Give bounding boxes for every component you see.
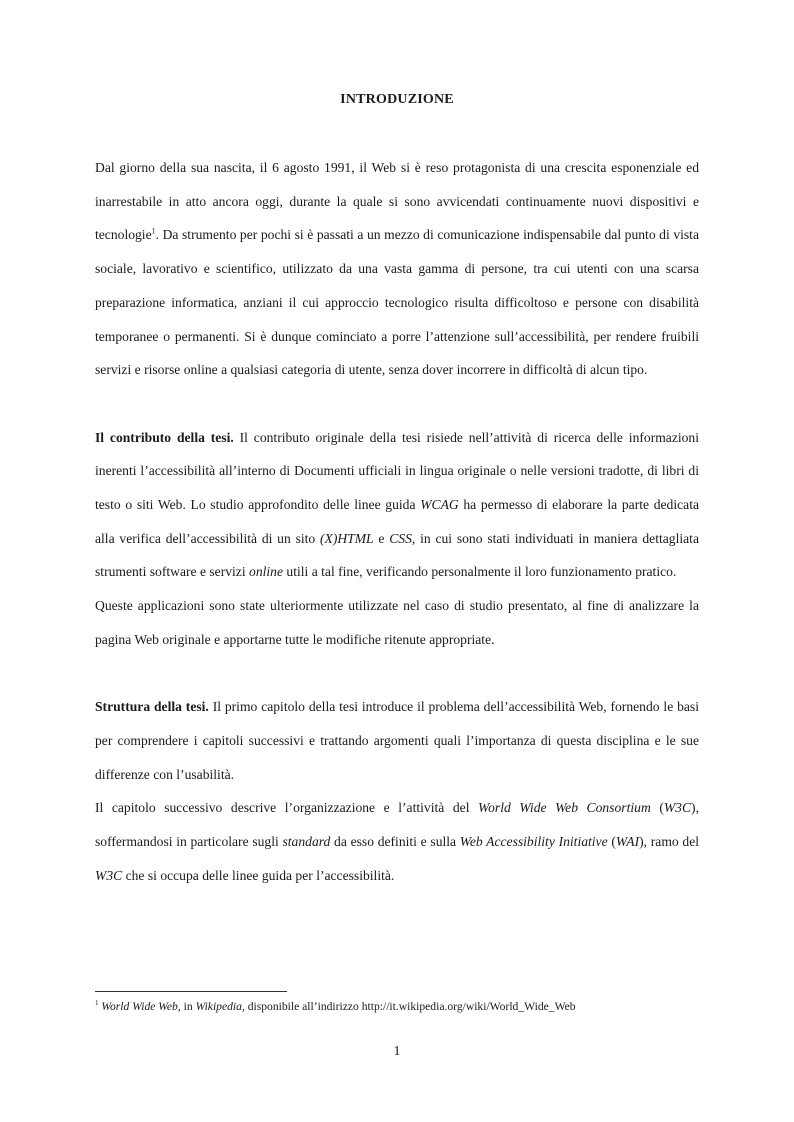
page-title: INTRODUZIONE [340, 92, 454, 107]
body-text [95, 151, 699, 892]
page-number: 1 [393, 1044, 401, 1059]
paragraph-applications: Queste applicazioni sono state ulteriormente utilizzate nel caso di studio presentato, al fine di analizzare la pagina Web originale e apportarne tutte le modifiche ritenute appropriate. [95, 598, 699, 647]
paragraph-contribution: Il contributo della tesi. Il contributo originale della tesi risiede nell’attività di ricerca delle informazioni inerenti l’accessibilità all’interno di Documenti ufficiali in lingua originale o nelle versioni tradotte, di libri di testo o siti Web. Lo studio approfondito delle linee guida WCAG ha permesso di elaborare la parte dedicata alla verifica dell’accessibilità di un sito (X)HTML e CSS, in cui sono stati individuati in maniera dettagliata strumenti software e servizi online utili a tal fine, verificando personalmente il loro funzionamento pratico. [95, 429, 700, 580]
paragraph-intro: Dal giorno della sua nascita, il 6 agosto 1991, il Web si è reso protagonista di una crescita esponenziale ed inarrestabile in atto ancora oggi, durante la quale si sono avvicendati continuamente nuovi dispositivi e tecnologie$^1$. Da strumento per pochi si è passati a un mezzo di comunicazione indispensabile dal punto di vista sociale, lavorativo e scientifico, utilizzato da una vasta gamma di persone, tra cui utenti con una scarsa preparazione informatica, anziani il cui approccio tecnologico risulta difficoltoso e persone con disabilità temporanee o permanenti. Si è dunque cominciato a porre l’attenzione sull’accessibilità, per rendere fruibili servizi e risorse online a qualsiasi categoria di utente, senza dover incorrere in difficoltà di alcun tipo. [95, 160, 699, 378]
footnote-divider [95, 991, 287, 992]
section-heading-contribution: Il contributo della tesi. [95, 429, 234, 445]
paragraph-structure: Struttura della tesi. Il primo capitolo della tesi introduce il problema dell’accessibilità Web, fornendo le basi per comprendere i capitoli successivi e trattando argomenti quali l’importanza di questa disciplina e le sue differenze con l’usabilità. [95, 699, 699, 782]
footnote: $^1$ World Wide Web, in Wikipedia, disponibile all’indirizzo http://it.wikipedia.org/wiki/World_Wide_Web [95, 999, 576, 1013]
footnote-ref[interactable]: 1 [151, 226, 156, 236]
section-heading-structure: Struttura della tesi. [95, 699, 209, 715]
paragraph-chapter-two: Il capitolo successivo descrive l’organizzazione e l’attività del World Wide Web Consortium (W3C), soffermandosi in particolare sugli standard da esso definiti e sulla Web Accessibility Initiative (WAI), ramo del W3C che si occupa delle linee guida per l’accessibilità. [95, 800, 700, 883]
